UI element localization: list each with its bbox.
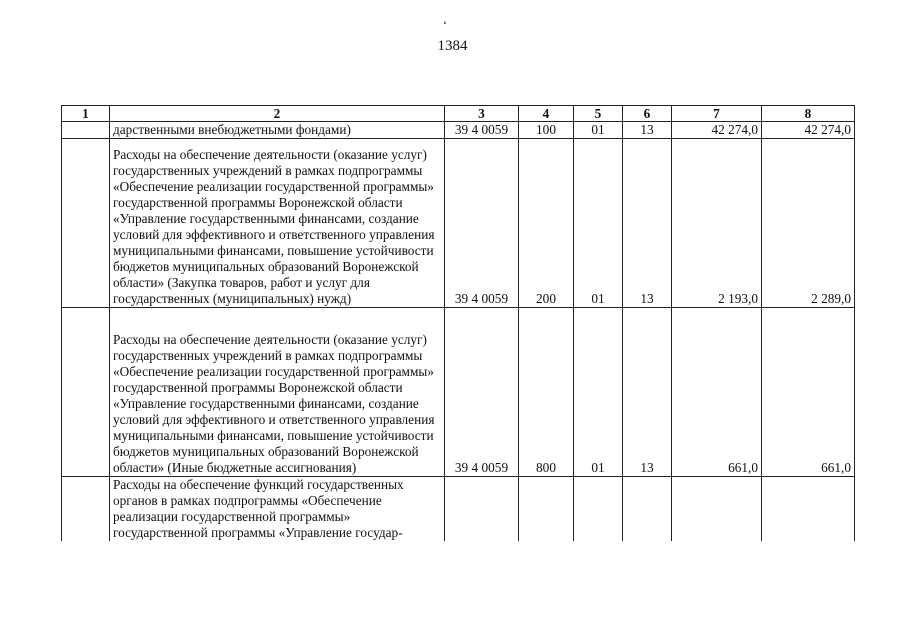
cell-target-code — [445, 477, 519, 542]
cell-description: Расходы на обеспечение деятельности (оказание услуг) государственных учреждений в рамках подпрограммы «Обеспечение реализации государственной программы» государственной программы Воронежской области «Управление государственными финансами, создание условий для эффективного и ответственного управления муниципальными финансами, повышение устойчивости бюджетов муниципальных образований Воронежской области» (Закупка товаров, работ и услуг для государственных (муниципальных) нужд) — [110, 139, 445, 308]
cell-target-code: 39 4 0059 — [445, 308, 519, 477]
cell-amount-2: 2 289,0 — [762, 139, 855, 308]
cell-subsection — [623, 477, 672, 542]
cell-description: дарственными внебюджетными фондами) — [110, 122, 445, 139]
column-header-1: 1 — [62, 106, 110, 122]
cell-subsection: 13 — [623, 139, 672, 308]
page-number: 1384 — [437, 38, 468, 54]
cell-subsection: 13 — [623, 122, 672, 139]
table-row — [62, 122, 855, 139]
cell-expense-type: 800 — [519, 308, 574, 477]
table-row — [62, 139, 855, 308]
cell-target-code: 39 4 0059 — [445, 122, 519, 139]
cell-amount-2: 42 274,0 — [762, 122, 855, 139]
cell-subsection: 13 — [623, 308, 672, 477]
column-header-6: 6 — [623, 106, 672, 122]
column-header-5: 5 — [574, 106, 623, 122]
cell-col1 — [62, 308, 110, 477]
cell-section: 01 — [574, 122, 623, 139]
cell-amount-1: 2 193,0 — [672, 139, 762, 308]
column-header-3: 3 — [445, 106, 519, 122]
column-header-4: 4 — [519, 106, 574, 122]
cell-section: 01 — [574, 139, 623, 308]
cell-section — [574, 477, 623, 542]
budget-table — [61, 105, 855, 541]
cell-amount-1 — [672, 477, 762, 542]
cell-col1 — [62, 122, 110, 139]
cell-amount-1: 42 274,0 — [672, 122, 762, 139]
cell-col1 — [62, 477, 110, 542]
table-header-row — [62, 106, 855, 122]
cell-expense-type: 100 — [519, 122, 574, 139]
column-header-7: 7 — [672, 106, 762, 122]
cell-section: 01 — [574, 308, 623, 477]
table-row — [62, 477, 855, 542]
table-row — [62, 308, 855, 477]
column-header-2: 2 — [110, 106, 445, 122]
cell-description: Расходы на обеспечение функций государственных органов в рамках подпрограммы «Обеспечение реализации государственной программы» государственной программы «Управление государ- — [110, 477, 445, 542]
cell-description: Расходы на обеспечение деятельности (оказание услуг) государственных учреждений в рамках подпрограммы «Обеспечение реализации государственной программы» государственной программы Воронежской области «Управление государственными финансами, создание условий для эффективного и ответственного управления муниципальными финансами, повышение устойчивости бюджетов муниципальных образований Воронежской области» (Иные бюджетные ассигнования) — [110, 308, 445, 477]
tick-mark: ‘ — [443, 18, 447, 32]
cell-col1 — [62, 139, 110, 308]
cell-target-code: 39 4 0059 — [445, 139, 519, 308]
column-header-8: 8 — [762, 106, 855, 122]
cell-expense-type — [519, 477, 574, 542]
cell-amount-1: 661,0 — [672, 308, 762, 477]
cell-amount-2: 661,0 — [762, 308, 855, 477]
cell-amount-2 — [762, 477, 855, 542]
cell-expense-type: 200 — [519, 139, 574, 308]
